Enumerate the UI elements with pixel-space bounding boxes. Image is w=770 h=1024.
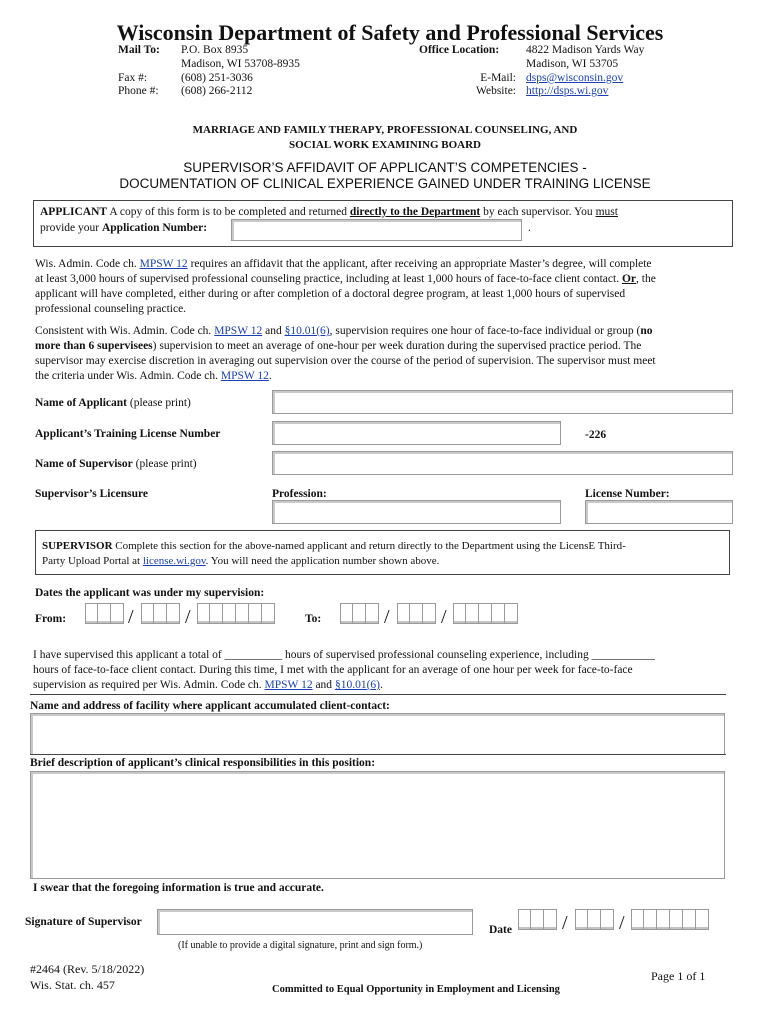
email-label: E-Mail: (480, 72, 516, 84)
app-number-label: Application Number: (101, 222, 208, 234)
para2-text3: ) supervision to meet an average of one-hour per week duration during the supervised practice period. The (152, 340, 642, 352)
mail-to-label: Mail To: (118, 44, 160, 56)
to-label: To: (305, 613, 322, 625)
licensure-label: Supervisor’s Licensure (35, 488, 148, 500)
date-separator: / (185, 606, 191, 628)
please-print-text: (please print) (132, 458, 197, 470)
supervisor-text1: Complete this section for the above-named applicant and return directly to the Department using the LicensE Third- (112, 540, 626, 552)
no-text: no (640, 325, 653, 337)
section-1001-link[interactable]: §10.01(6) (284, 325, 330, 337)
mail-line2: Madison, WI 53708-8935 (181, 58, 300, 70)
supervisor-line1 (42, 539, 626, 554)
board-line1: MARRIAGE AND FAMILY THERAPY, PROFESSIONAL COUNSELING, AND (192, 124, 578, 136)
profession-input[interactable] (272, 500, 561, 524)
from-month-input[interactable] (85, 603, 124, 624)
form-title-line1: SUPERVISOR’S AFFIDAVIT OF APPLICANT’S COMPETENCIES - (183, 160, 587, 175)
hours-text: supervision as required per Wis. Admin. Code ch. (33, 679, 265, 691)
para2-line3: supervisor may exercise discretion in averaging out supervision over the course of the period of supervision. The supervisor must meet (35, 355, 656, 367)
training-license-input[interactable] (272, 421, 561, 445)
board-line2: SOCIAL WORK EXAMINING BOARD (288, 139, 482, 151)
hours-period: . (379, 679, 383, 691)
from-year-input[interactable] (197, 603, 275, 624)
mpsw12-link[interactable]: MPSW 12 (139, 258, 188, 270)
form-number: #2464 (Rev. 5/18/2022) (30, 962, 145, 976)
mpsw12-link[interactable]: MPSW 12 (220, 370, 269, 382)
mail-line1: P.O. Box 8935 (181, 44, 249, 56)
date-separator: / (562, 912, 568, 934)
signature-label: Signature of Supervisor (25, 916, 142, 928)
license-portal-link[interactable]: license.wi.gov (142, 555, 206, 567)
para1-line1 (35, 257, 652, 272)
signature-note: (If unable to provide a digital signature, print and sign form.) (178, 940, 423, 951)
form-title-line2: DOCUMENTATION OF CLINICAL EXPERIENCE GAINED UNDER TRAINING LICENSE (119, 176, 651, 191)
para2-line1 (35, 324, 653, 339)
name-applicant-text: Name of Applicant (35, 397, 127, 409)
sig-month-input[interactable] (518, 909, 557, 930)
section-1001-link[interactable]: §10.01(6) (334, 679, 380, 691)
phone-label: Phone #: (118, 85, 159, 97)
training-license-label: Applicant’s Training License Number (35, 428, 221, 440)
date-separator: / (441, 606, 447, 628)
applicant-text2: by each supervisor. You (480, 206, 596, 218)
description-input[interactable] (30, 771, 725, 879)
supervisor-line2 (42, 554, 439, 569)
office-label: Office Location: (419, 44, 500, 56)
mpsw12-link[interactable]: MPSW 12 (264, 679, 313, 691)
from-day-input[interactable] (141, 603, 180, 624)
supervisor-text3: . You will need the application number shown above. (205, 555, 440, 567)
application-number-input[interactable] (231, 219, 522, 241)
applicant-text3: provide your (40, 222, 102, 234)
para1-text2: requires an affidavit that the applicant, after receiving an appropriate Master’s degree, will complete (187, 258, 652, 270)
facility-label: Name and address of facility where applicant accumulated client-contact: (30, 700, 390, 712)
para2-line4 (35, 369, 272, 384)
fax-label: Fax #: (118, 72, 148, 84)
applicant-period: . (528, 222, 531, 234)
to-year-input[interactable] (453, 603, 518, 624)
date-separator: / (128, 606, 134, 628)
description-label: Brief description of applicant’s clinical responsibilities in this position: (30, 757, 376, 769)
hours-and: and (312, 679, 335, 691)
or-text: Or (621, 273, 637, 285)
facility-input[interactable] (30, 713, 725, 755)
sig-day-input[interactable] (575, 909, 614, 930)
para2-text5: . (268, 370, 272, 382)
office-line2: Madison, WI 53705 (526, 58, 619, 70)
directly-text: directly to the Department (349, 206, 481, 218)
divider (30, 754, 726, 755)
must-text: must (595, 206, 618, 218)
phone-value: (608) 266-2112 (181, 85, 253, 97)
to-month-input[interactable] (340, 603, 379, 624)
date-separator: / (384, 606, 390, 628)
para1-line4: professional counseling practice. (35, 303, 187, 315)
email-link[interactable]: dsps@wisconsin.gov (526, 72, 624, 84)
hours-line1: I have supervised this applicant a total of __________ hours of supervised professional counseling experience, including ___________ (33, 649, 655, 661)
supervisor-text2: Party Upload Portal at (42, 555, 143, 567)
to-day-input[interactable] (397, 603, 436, 624)
hours-line3 (33, 678, 383, 693)
date-separator: / (619, 912, 625, 934)
date-label: Date (489, 924, 512, 936)
from-label: From: (35, 613, 67, 625)
website-link[interactable]: http://dsps.wi.gov (526, 85, 609, 97)
website-label: Website: (476, 85, 516, 97)
applicant-name-input[interactable] (272, 390, 733, 414)
applicant-intro (40, 205, 618, 220)
equal-opportunity: Committed to Equal Opportunity in Employment and Licensing (272, 984, 560, 995)
license-number-label: License Number: (585, 488, 670, 500)
para2-and: and (262, 325, 285, 337)
hours-line2: hours of face-to-face client contact. During this time, I met with the applicant for an average of one hour per week for face-to-face (33, 664, 633, 676)
supervisees-text: more than 6 supervisees (35, 340, 153, 352)
swear-statement: I swear that the foregoing information is true and accurate. (33, 882, 324, 894)
para2-line2 (35, 339, 641, 354)
please-print-text: (please print) (127, 397, 191, 409)
para1-text4: , the (636, 273, 656, 285)
dates-heading: Dates the applicant was under my supervision: (35, 587, 265, 599)
license-number-input[interactable] (585, 500, 733, 524)
profession-label: Profession: (272, 488, 327, 500)
signature-input[interactable] (157, 909, 473, 935)
applicant-line2 (40, 221, 207, 236)
fax-value: (608) 251-3036 (181, 72, 253, 84)
statute: Wis. Stat. ch. 457 (30, 978, 115, 992)
office-line1: 4822 Madison Yards Way (526, 44, 645, 56)
name-applicant-label (35, 396, 191, 411)
para2-text: Consistent with Wis. Admin. Code ch. (35, 325, 215, 337)
supervisor-name-input[interactable] (272, 451, 733, 475)
page-title: Wisconsin Department of Safety and Professional Services (116, 20, 664, 45)
para1-text3: at least 3,000 hours of supervised professional counseling practice, including at least 1,000 hours of face-to-face client contact. (35, 273, 622, 285)
name-supervisor-label (35, 457, 197, 472)
sig-year-input[interactable] (631, 909, 709, 930)
applicant-text1: A copy of this form is to be completed and returned (107, 206, 350, 218)
para1-line2 (35, 272, 656, 287)
license-suffix: -226 (585, 429, 607, 441)
para2-text4: the criteria under Wis. Admin. Code ch. (35, 370, 221, 382)
para2-text2: , supervision requires one hour of face-to-face individual or group ( (329, 325, 641, 337)
mpsw12-link[interactable]: MPSW 12 (214, 325, 263, 337)
divider (30, 694, 726, 695)
page-number: Page 1 of 1 (651, 969, 706, 983)
applicant-label: APPLICANT (40, 206, 108, 218)
name-supervisor-text: Name of Supervisor (35, 458, 133, 470)
supervisor-label: SUPERVISOR (42, 540, 113, 552)
para1-line3: applicant will have completed, either during or after completion of a doctoral degree program, at least 1,000 hours of supervised (35, 288, 626, 300)
para1-text: Wis. Admin. Code ch. (35, 258, 140, 270)
